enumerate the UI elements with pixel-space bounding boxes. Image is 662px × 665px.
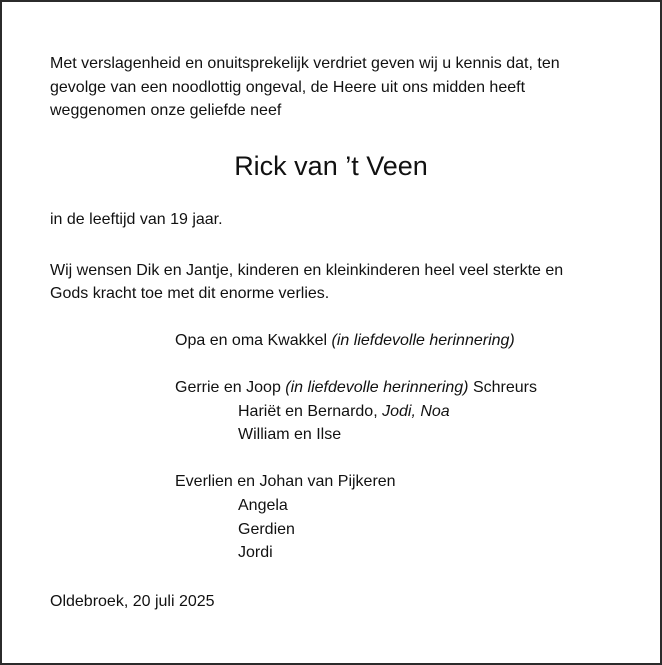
cousin-line: Angela <box>238 497 288 514</box>
memory-note: (in liefdevolle herinnering) <box>285 379 469 396</box>
intro-paragraph <box>50 52 630 123</box>
cousin-names: William en Ilse <box>238 426 342 443</box>
family-surname: Schreurs <box>472 379 537 396</box>
cousin-line: Jordi <box>238 544 273 561</box>
age-line: in de leeftijd van 19 jaar. <box>50 211 223 228</box>
family-aunt-uncle <box>175 376 537 400</box>
cousin-line: Gerdien <box>238 521 295 538</box>
cousin-children: Jodi, Noa <box>382 403 450 420</box>
wish-line: Wij wensen Dik en Jantje, kinderen en kleinkinderen heel veel sterkte en <box>50 262 564 279</box>
cousin-names: Hariët en Bernardo, <box>238 403 378 420</box>
wish-line: Gods kracht toe met dit enorme verlies. <box>50 285 330 302</box>
family-name: Gerrie en Joop <box>175 379 281 396</box>
deceased-name: Rick van ’t Veen <box>234 151 428 181</box>
cousin-line <box>238 423 341 447</box>
memory-note: (in liefdevolle herinnering) <box>331 332 515 349</box>
cousin-line <box>238 400 450 424</box>
intro-line: Met verslagenheid en onuitsprekelijk verdriet geven wij u kennis dat, ten <box>50 55 560 72</box>
family-grandparents <box>175 329 515 353</box>
intro-line: gevolge van een noodlottig ongeval, de Heere uit ons midden heeft <box>50 78 526 96</box>
intro-line: weggenomen onze geliefde neef <box>50 102 282 119</box>
place-date: Oldebroek, 20 juli 2025 <box>50 593 215 610</box>
family-name: Opa en oma Kwakkel <box>175 332 328 349</box>
family-aunt-uncle: Everlien en Johan van Pijkeren <box>175 473 396 490</box>
